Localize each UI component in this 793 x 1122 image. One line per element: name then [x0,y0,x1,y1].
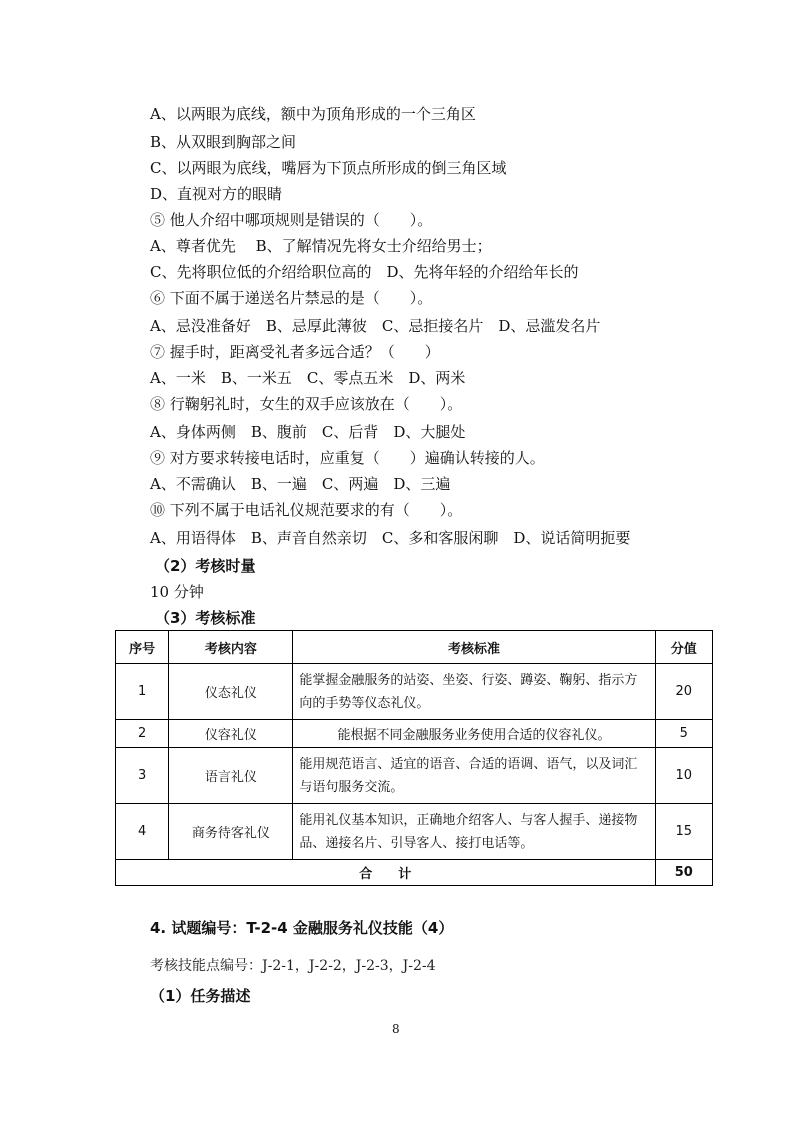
table-row [116,748,713,804]
row-score: 15 [655,804,712,860]
question-line: ⑨ 对方要求转接电话时，应重复（ ）遍确认转接的人。 [150,449,545,467]
row-standard: 能用规范语言、适宜的语音、合适的语调、语气，以及词汇与语句服务交流。 [293,748,655,804]
table-header-row [116,631,713,664]
question-title: 4. 试题编号：T-2-4 金融服务礼仪技能（4） [150,919,454,937]
row-standard: 能用礼仪基本知识，正确地介绍客人、与客人握手、递接物品、递接名片、引导客人、接打电话等。 [293,804,655,860]
row-standard: 能根据不同金融服务业务使用合适的仪容礼仪。 [293,720,655,748]
question-line: A、忌没准备好 B、忌厚此薄彼 C、忌拒接名片 D、忌滥发名片 [150,317,601,335]
total-score: 50 [655,860,712,886]
question-line: A、身体两侧 B、腹前 C、后背 D、大腿处 [150,423,466,441]
question-line: ⑧ 行鞠躬礼时，女生的双手应该放在（ ）。 [150,395,463,413]
question-line: A、尊者优先 B、了解情况先将女士介绍给男士； [150,237,492,255]
question-line: A、不需确认 B、一遍 C、两遍 D、三遍 [150,475,451,493]
row-score: 20 [655,664,712,720]
question-line: ⑦ 握手时，距离受礼者多远合适？（ ） [150,343,440,361]
table-row [116,664,713,720]
row-item: 仪态礼仪 [169,664,293,720]
question-line: C、先将职位低的介绍给职位高的 D、先将年轻的介绍给年长的 [150,263,579,281]
question-line: ⑤ 他人介绍中哪项规则是错误的（ ）。 [150,211,433,229]
table-total-row [116,860,713,886]
header-item: 考核内容 [169,631,293,664]
question-line: ⑩ 下列不属于电话礼仪规范要求的有（ ）。 [150,501,463,519]
header-score: 分值 [655,631,712,664]
table-row [116,804,713,860]
question-line: A、以两眼为底线，额中为顶角形成的一个三角区 [150,105,476,123]
row-no: 1 [116,664,169,720]
row-score: 10 [655,748,712,804]
row-standard: 能掌握金融服务的站姿、坐姿、行姿、蹲姿、鞠躬、指示方向的手势等仪态礼仪。 [293,664,655,720]
question-line: A、一米 B、一米五 C、零点五米 D、两米 [150,369,466,387]
skill-points: 考核技能点编号：J-2-1，J-2-2，J-2-3，J-2-4 [150,958,436,974]
table-row [116,720,713,748]
total-label: 合 计 [116,860,656,886]
assessment-standard-table [115,630,713,886]
row-item: 商务待客礼仪 [169,804,293,860]
row-no: 4 [116,804,169,860]
row-item: 语言礼仪 [169,748,293,804]
row-no: 2 [116,720,169,748]
question-line: ⑥ 下面不属于递送名片禁忌的是（ ）。 [150,289,433,307]
question-line: D、直视对方的眼睛 [150,185,283,203]
row-score: 5 [655,720,712,748]
row-no: 3 [116,748,169,804]
page-number: 8 [392,1022,400,1036]
header-standard: 考核标准 [293,631,655,664]
row-item: 仪容礼仪 [169,720,293,748]
question-line: C、以两眼为底线，嘴唇为下顶点所形成的倒三角区域 [150,159,507,177]
question-line: B、从双眼到胸部之间 [150,133,297,151]
section-heading-task: （1）任务描述 [150,987,251,1005]
question-line: A、用语得体 B、声音自然亲切 C、多和客服闲聊 D、说话简明扼要 [150,529,631,547]
exam-duration: 10 分钟 [150,583,204,601]
section-heading-time: （2）考核时量 [155,557,256,575]
header-no: 序号 [116,631,169,664]
section-heading-standard: （3）考核标准 [155,609,256,627]
